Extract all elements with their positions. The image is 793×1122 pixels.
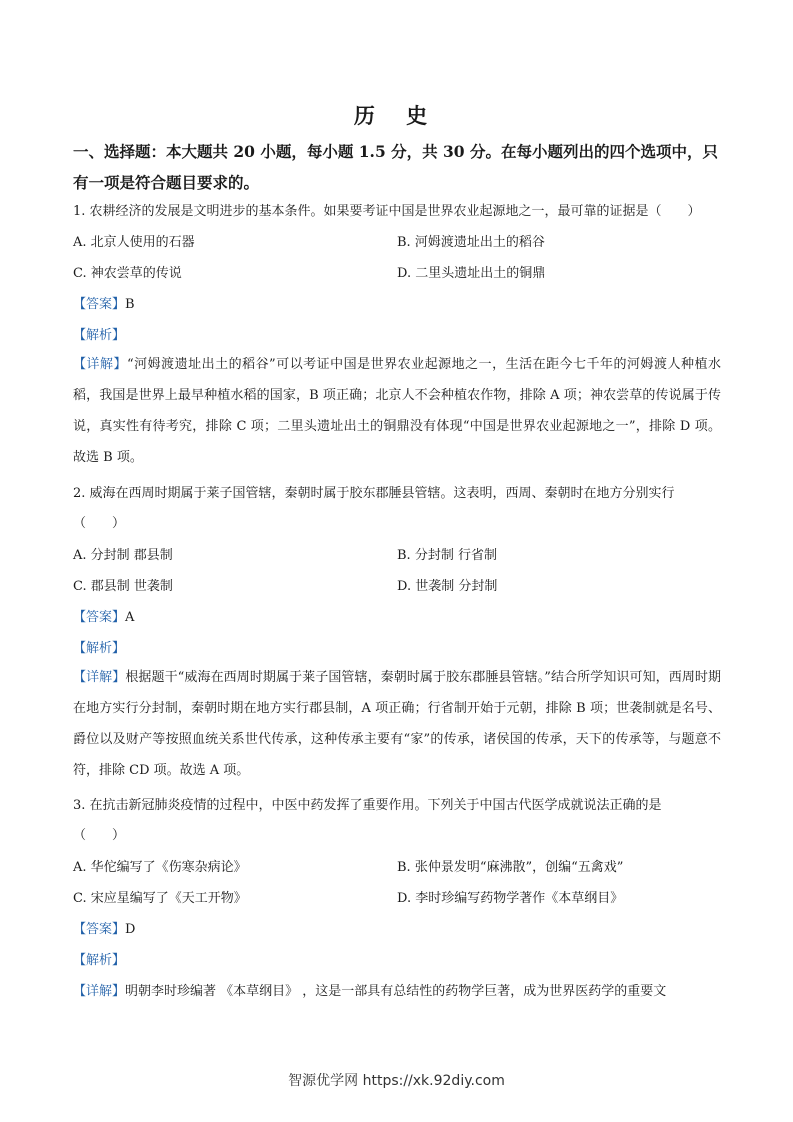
- page-title: 历 史: [353, 103, 440, 128]
- question-2-answer: [73, 608, 723, 628]
- question-3-detail: [73, 982, 723, 1002]
- detail-text: “河姆渡遗址出土的稻谷”可以考证中国是世界农业起源地之一，生活在距今七千年的河姆渡人种植水稻，我国是世界上最早种植水稻的国家，B 项正确；北京人不会种植农作物，排除 A 项；神农尝草的传说属于传说，真实性有待考究，排除 C 项；二里头遗址出土的铜鼎没有体现“中国是世界农业起源地之一”，排除 D 项。故选 B 项。: [73, 357, 721, 465]
- question-1-stem: 1. 农耕经济的发展是文明进步的基本条件。如果要考证中国是世界农业起源地之一，最可靠的证据是（ ）: [73, 204, 701, 219]
- detail-text: 明朝李时珍编著 《本草纲目》 ，这是一部具有总结性的药物学巨著，成为世界医药学的重要文: [125, 984, 667, 999]
- question-2-detail: [73, 662, 721, 786]
- detail-label: 【详解】: [73, 357, 127, 372]
- question-3-stem-line2: （ ）: [73, 828, 126, 843]
- question-1-answer: [73, 295, 723, 315]
- question-3-stem-line1: 3. 在抗击新冠肺炎疫情的过程中，中医中药发挥了重要作用。下列关于中国古代医学成就说法正确的是: [73, 798, 662, 813]
- question-3-option-c: C. 宋应星编写了《天工开物》: [73, 891, 247, 906]
- question-3-option-d: D. 李时珍编写药物学著作《本草纲目》: [397, 891, 624, 906]
- question-1-analysis-label: 【解析】: [73, 328, 126, 343]
- question-1-option-a: A. 北京人使用的石器: [73, 235, 195, 250]
- answer-value: A: [125, 610, 135, 625]
- question-2-option-b: B. 分封制 行省制: [397, 548, 497, 563]
- question-3-option-b: B. 张仲景发明“麻沸散”，创编“五禽戏”: [397, 860, 624, 875]
- question-2-option-c: C. 郡县制 世袭制: [73, 579, 173, 594]
- question-2-stem-line1: 2. 威海在西周时期属于莱子国管辖，秦朝时属于胶东郡腄县管辖。这表明，西周、秦朝时在地方分别实行: [73, 486, 675, 501]
- answer-label: 【答案】: [73, 610, 126, 625]
- question-1-option-c: C. 神农尝草的传说: [73, 266, 182, 281]
- section-heading: 一、选择题：本大题共 20 小题，每小题 1.5 分，共 30 分。在每小题列出的四个选项中，只有一项是符合题目要求的。: [73, 142, 718, 192]
- question-2-option-a: A. 分封制 郡县制: [73, 548, 173, 563]
- question-2-option-d: D. 世袭制 分封制: [397, 579, 498, 594]
- question-1-option-d: D. 二里头遗址出土的铜鼎: [397, 266, 546, 281]
- page-footer-watermark: 智源优学网 https://xk.92diy.com: [288, 1073, 505, 1089]
- question-2-analysis-label: 【解析】: [73, 641, 126, 656]
- detail-label: 【详解】: [73, 670, 126, 685]
- question-2-stem-line2: （ ）: [73, 516, 126, 531]
- question-1-detail: [73, 349, 721, 473]
- question-3-answer: [73, 920, 723, 940]
- question-1-option-b: B. 河姆渡遗址出土的稻谷: [397, 235, 545, 250]
- answer-label: 【答案】: [73, 297, 126, 312]
- answer-value: D: [125, 922, 136, 937]
- answer-value: B: [125, 297, 135, 312]
- detail-text: 根据题干“威海在西周时期属于莱子国管辖，秦朝时属于胶东郡腄县管辖。”结合所学知识可知，西周时期在地方实行分封制，秦朝时期在地方实行郡县制，A 项正确；行省制开始于元朝，排除 B 项；世袭制就是名号、爵位以及财产等按照血统关系世代传承，这种传承主要有“家”的传承，诸侯国的传承，天下的传承等，与题意不符，排除 CD 项。故选 A 项。: [73, 670, 721, 778]
- detail-label: 【详解】: [73, 984, 126, 999]
- answer-label: 【答案】: [73, 922, 126, 937]
- question-3-option-a: A. 华佗编写了《伤寒杂病论》: [73, 860, 247, 875]
- question-3-analysis-label: 【解析】: [73, 953, 126, 968]
